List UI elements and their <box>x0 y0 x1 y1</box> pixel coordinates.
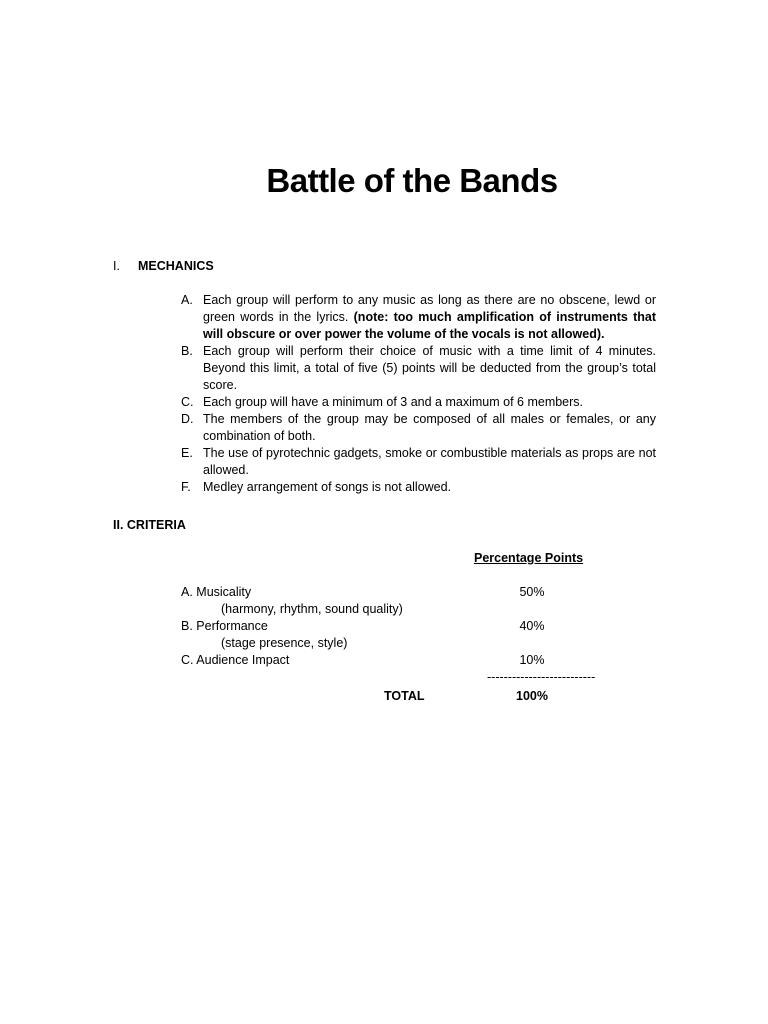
section-criteria-heading: II. CRITERIA <box>113 518 186 532</box>
criterion-name: A. Musicality <box>181 585 252 599</box>
item-letter: E. <box>181 446 193 460</box>
item-text: The use of pyrotechnic gadgets, smoke or combustible materials as props are not allowed. <box>203 446 656 477</box>
column-header: Percentage Points <box>474 551 584 565</box>
total-divider: -------------------------- <box>487 670 596 684</box>
list-item <box>181 445 656 479</box>
mechanics-list <box>181 292 656 496</box>
list-item <box>181 479 656 496</box>
section-title: MECHANICS <box>138 259 214 273</box>
page-title: Battle of the Bands <box>266 162 558 199</box>
list-item <box>181 343 656 394</box>
criterion-percentage: 10% <box>519 653 545 667</box>
item-text: Each group will perform their choice of music with a time limit of 4 minutes. Beyond this limit, a total of five (5) points will be deducted from the group’s total score. <box>203 344 656 392</box>
criterion-percentage: 40% <box>519 619 545 633</box>
criterion-name: B. Performance <box>181 619 268 633</box>
item-letter: D. <box>181 412 194 426</box>
list-item <box>181 411 656 445</box>
item-text: Each group will have a minimum of 3 and a maximum of 6 members. <box>203 395 584 409</box>
criterion-description: (harmony, rhythm, sound quality) <box>221 602 403 616</box>
item-letter: C. <box>181 395 194 409</box>
section-numeral: I. <box>113 259 120 273</box>
list-item <box>181 394 656 411</box>
item-text: Each group will perform to any music as long as there are no obscene, lewd or green words in the lyrics. <box>203 293 656 324</box>
total-label: TOTAL <box>384 689 425 703</box>
item-text: Medley arrangement of songs is not allowed. <box>203 480 452 494</box>
list-item <box>181 292 656 343</box>
item-letter: A. <box>181 293 193 307</box>
item-note: (note: too much amplification of instruments that will obscure or over power the volume of the vocals is not allowed). <box>203 310 656 341</box>
item-text: The members of the group may be composed of all males or females, or any combination of both. <box>203 412 656 443</box>
criterion-name: C. Audience Impact <box>181 653 290 667</box>
total-value: 100% <box>516 689 548 703</box>
criterion-description: (stage presence, style) <box>221 636 348 650</box>
criterion-percentage: 50% <box>519 585 545 599</box>
item-letter: B. <box>181 344 193 358</box>
item-letter: F. <box>181 480 191 494</box>
